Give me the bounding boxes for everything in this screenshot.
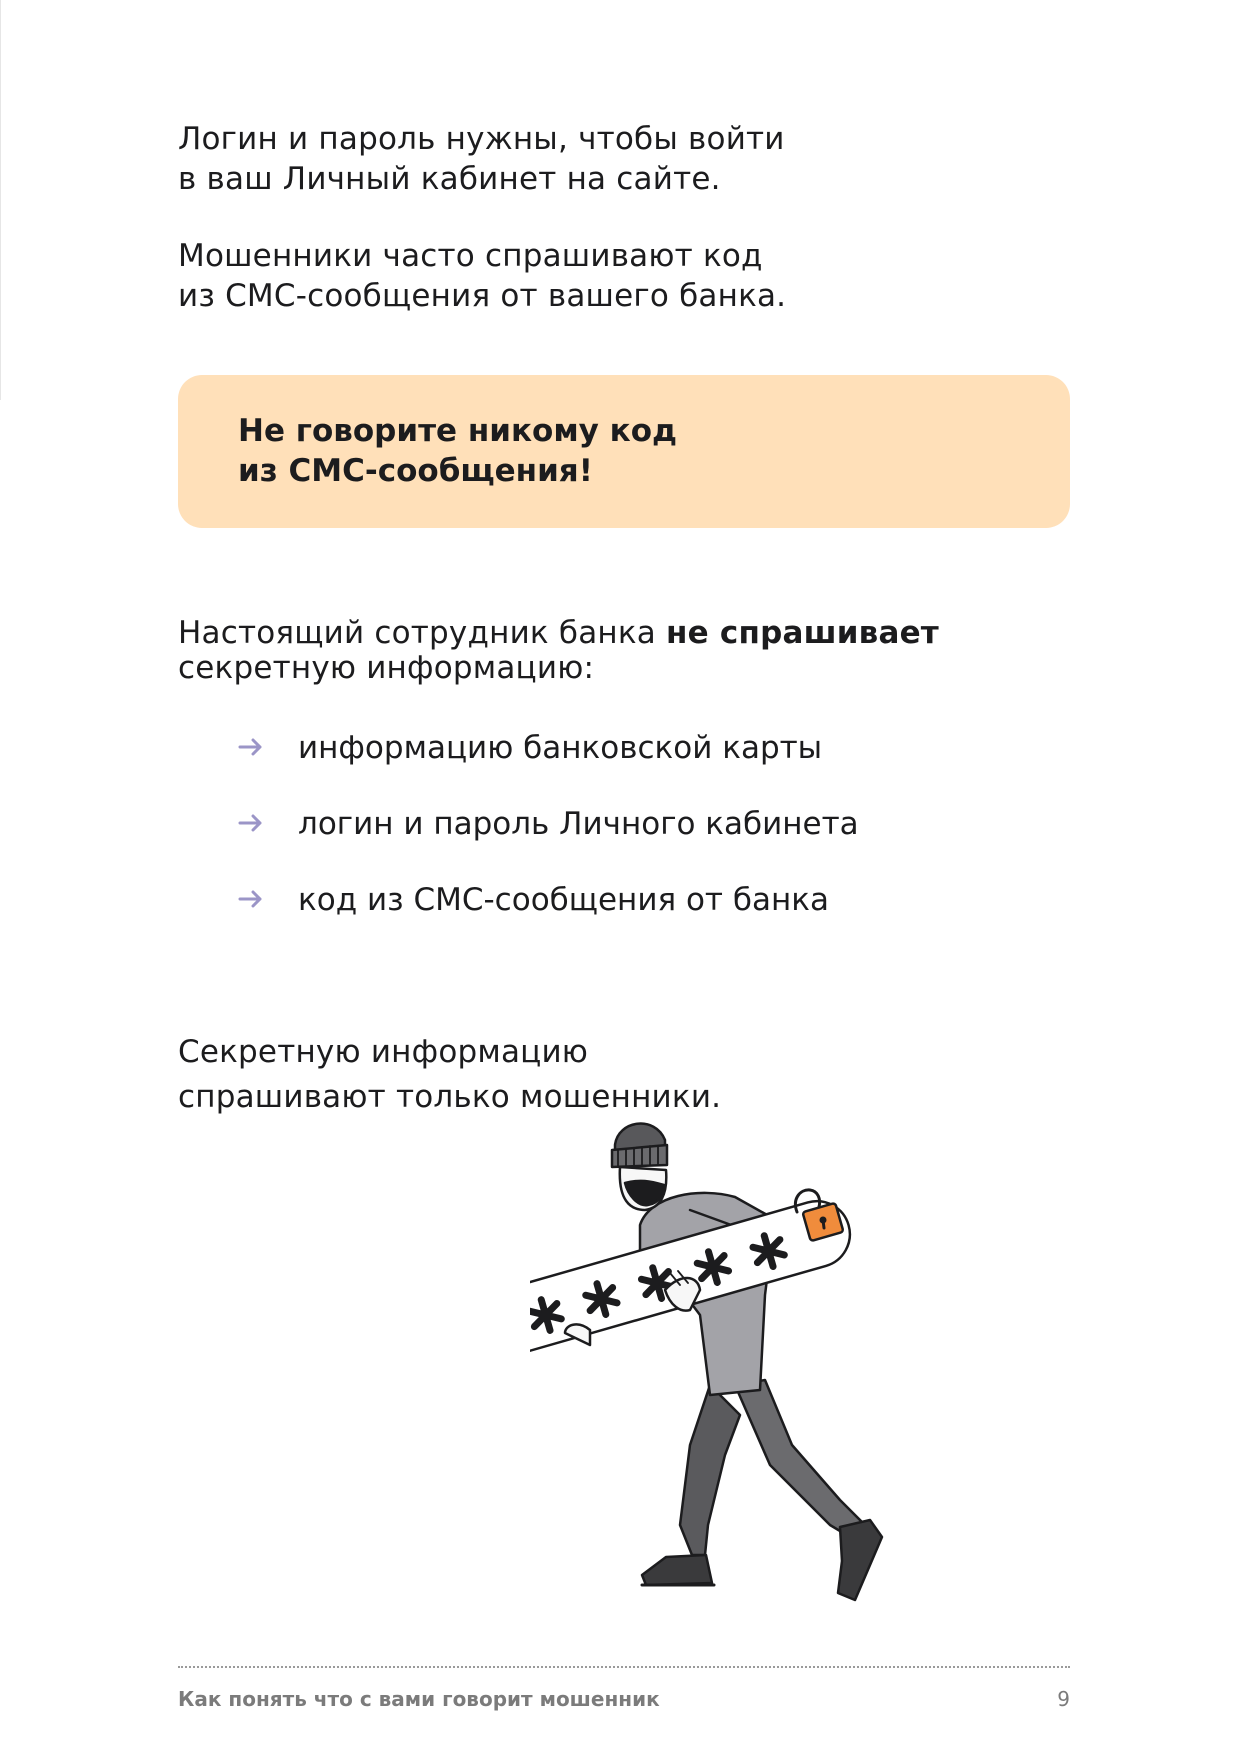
footer-title: Как понять что с вами говорит мошенник xyxy=(178,1687,660,1711)
page-edge-line xyxy=(0,0,1,400)
warning-callout xyxy=(178,375,1070,528)
employee-text: Настоящий сотрудник банка xyxy=(178,615,667,651)
employee-line-1 xyxy=(178,616,939,651)
thief-carrying-password-illustration xyxy=(530,1115,970,1625)
list-item-text: код из СМС-сообщения от банка xyxy=(298,882,829,918)
arrow-right-icon xyxy=(238,737,264,757)
closing-line-1: Секретную информацию xyxy=(178,1034,589,1070)
login-line-1: Логин и пароль нужны, чтобы войти xyxy=(178,121,785,157)
warning-line-2: из СМС-сообщения! xyxy=(238,453,593,489)
arrow-right-icon xyxy=(238,813,264,833)
warning-text xyxy=(238,411,677,491)
employee-bold-text: не спрашивает xyxy=(666,615,939,651)
employee-paragraph xyxy=(178,616,939,686)
footer-divider xyxy=(178,1666,1070,1668)
login-line-2: в ваш Личный кабинет на сайте. xyxy=(178,161,721,197)
page-number: 9 xyxy=(1057,1687,1070,1711)
employee-line-2: секретную информацию: xyxy=(178,650,595,686)
warning-line-1: Не говорите никому код xyxy=(238,413,678,449)
fraud-paragraph xyxy=(178,236,786,316)
list-item-text: информацию банковской карты xyxy=(298,730,823,766)
fraud-line-2: из СМС-сообщения от вашего банка. xyxy=(178,278,787,314)
arrow-right-icon xyxy=(238,889,264,909)
list-item-text: логин и пароль Личного кабинета xyxy=(298,806,859,842)
closing-paragraph xyxy=(178,1030,721,1120)
login-paragraph xyxy=(178,119,785,199)
closing-line-2: спрашивают только мошенники. xyxy=(178,1079,722,1115)
fraud-line-1: Мошенники часто спрашивают код xyxy=(178,238,763,274)
